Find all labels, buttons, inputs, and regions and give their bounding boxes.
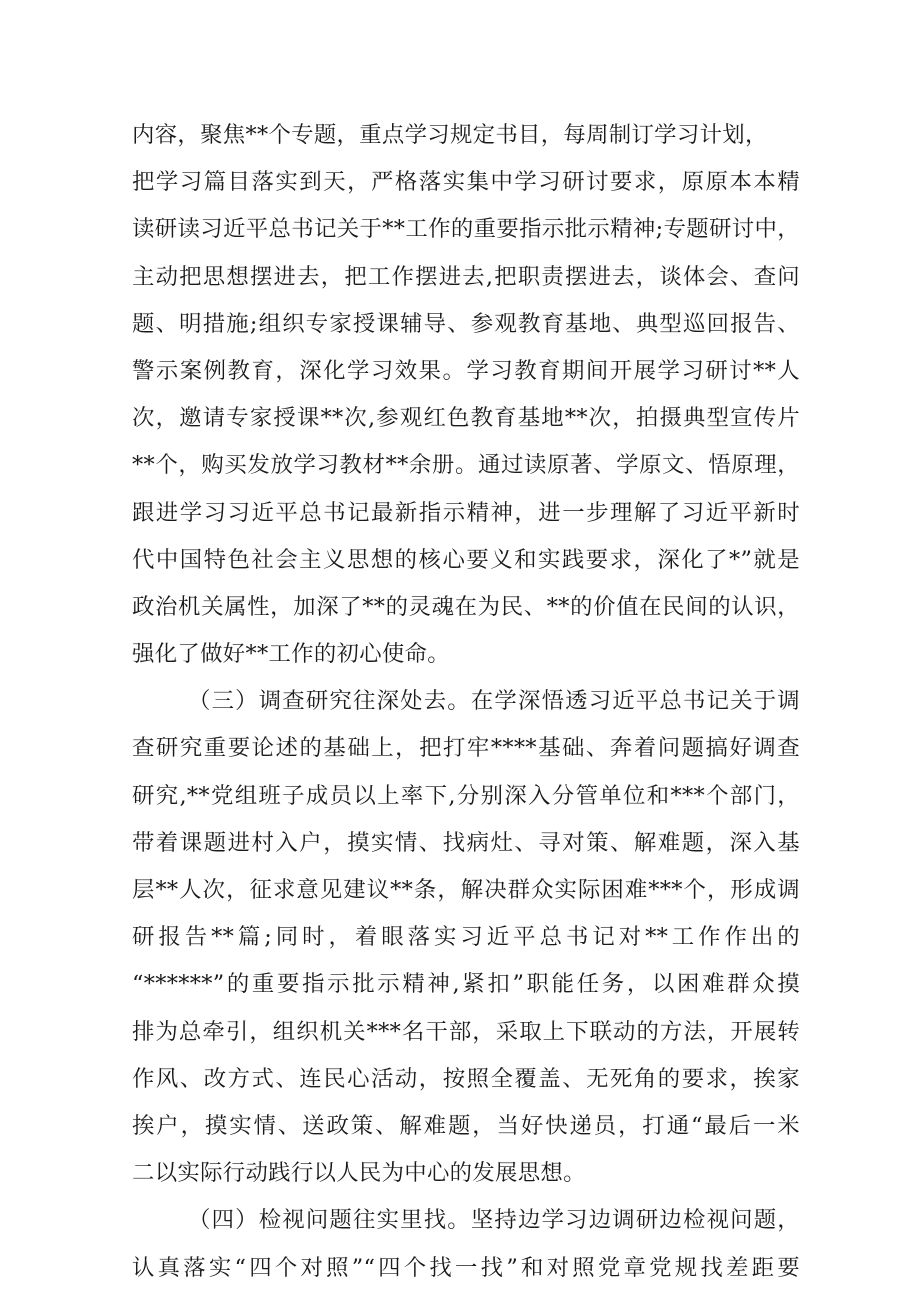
text-line: 读研读习近平总书记关于**工作的重要指示批示精神;专题研讨中，: [132, 216, 800, 243]
text-line: 把学习篇目落实到天，严格落实集中学习研讨要求，原原本本精: [132, 169, 800, 196]
text-line: （四）检视问题往实里找。坚持边学习边调研边检视问题，: [188, 1207, 800, 1234]
text-line: 强化了做好**工作的初心使命。: [132, 641, 450, 668]
text-line: 警示案例教育，深化学习效果。学习教育期间开展学习研讨**人: [132, 357, 800, 384]
text-line: 认真落实“四个对照”“四个找一找”和对照党章党规找差距要: [132, 1254, 800, 1281]
text-line: “******”的重要指示批示精神,紧扣”职能任务，以困难群众摸: [132, 971, 800, 998]
text-line: 排为总牵引，组织机关***名干部，采取上下联动的方法，开展转: [132, 1018, 800, 1045]
body-text: [132, 112, 800, 1292]
text-line: 次，邀请专家授课**次,参观红色教育基地**次，拍摄典型宣传片: [132, 405, 800, 432]
text-line: 二以实际行动践行以人民为中心的发展思想。: [132, 1160, 586, 1187]
text-line: 带着课题进村入户，摸实情、找病灶、寻对策、解难题，深入基: [132, 829, 800, 856]
text-line: 作风、改方式、连民心活动，按照全覆盖、无死角的要求，挨家: [132, 1065, 800, 1092]
text-line: 挨户，摸实情、送政策、解难题，当好快递员，打通“最后一米: [132, 1112, 800, 1139]
text-line: 层**人次，征求意见建议**条，解决群众实际困难***个，形成调: [132, 877, 800, 903]
text-line: （三）调查研究往深处去。在学深悟透习近平总书记关于调: [188, 688, 800, 715]
text-line: 研究,**党组班子成员以上率下,分别深入分管单位和***个部门，: [132, 782, 800, 809]
text-line: 跟进学习习近平总书记最新指示精神，进一步理解了习近平新时: [132, 499, 800, 526]
text-line: **个，购买发放学习教材**余册。通过读原著、学原文、悟原理，: [132, 452, 800, 479]
text-line: 代中国特色社会主义思想的核心要义和实践要求，深化了*”就是: [132, 546, 800, 573]
text-line: 题、明措施;组织专家授课辅导、参观教育基地、典型巡回报告、: [132, 310, 800, 337]
text-line: 研报告**篇;同时，着眼落实习近平总书记对**工作作出的: [132, 924, 800, 951]
text-line: 主动把思想摆进去，把工作摆进去,把职责摆进去，谈体会、查问: [132, 263, 800, 290]
text-line: 内容，聚焦**个专题，重点学习规定书目，每周制订学习计划，: [132, 122, 768, 148]
text-line: 政治机关属性，加深了**的灵魂在为民、**的价值在民间的认识，: [132, 593, 800, 620]
text-line: 查研究重要论述的基础上，把打牢****基础、奔着问题搞好调查: [132, 735, 800, 762]
